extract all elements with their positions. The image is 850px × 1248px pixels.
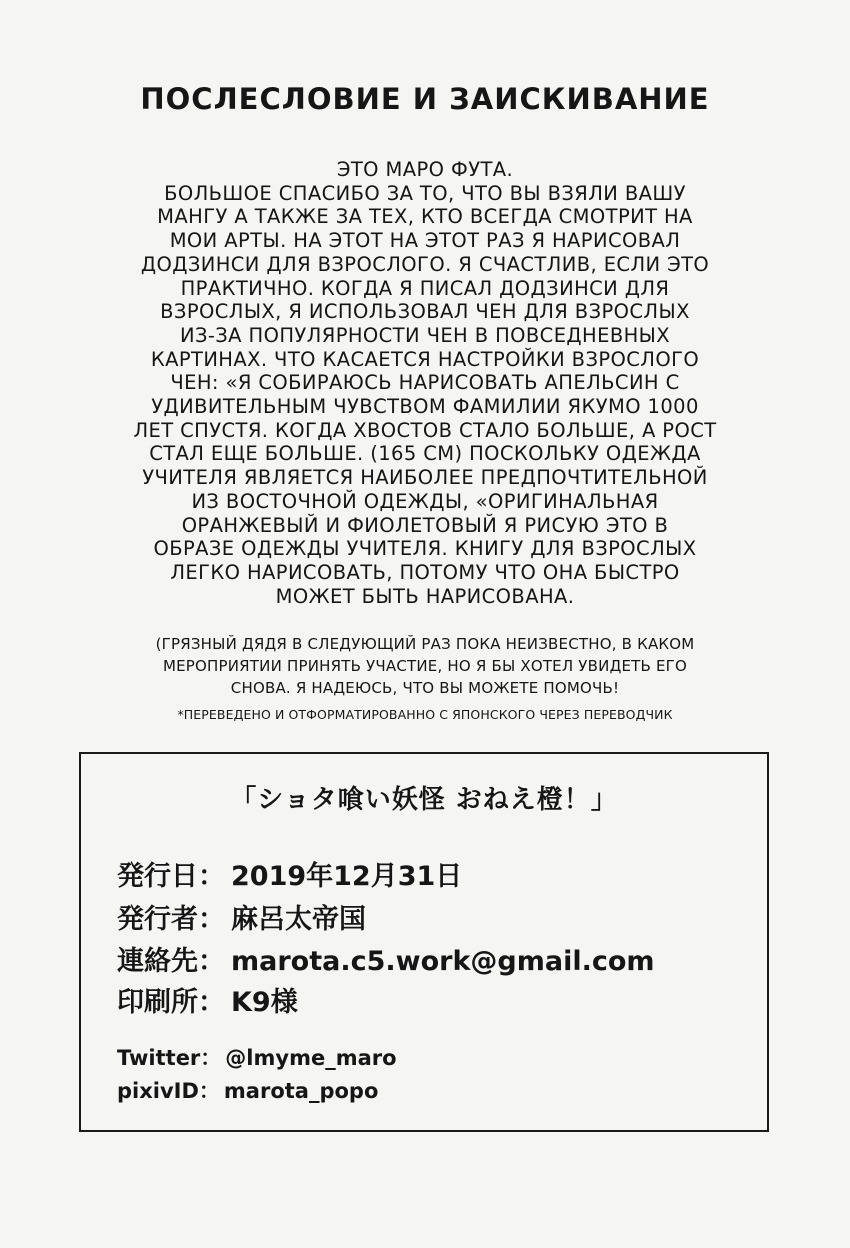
afterword-line: ИЗ ВОСТОЧНОЙ ОДЕЖДЫ, «ОРИГИНАЛЬНАЯ: [191, 489, 659, 513]
afterword-note: [40, 633, 810, 699]
printer-label: 印刷所：: [117, 987, 225, 1018]
twitter-handle[interactable]: @lmyme_maro: [225, 1046, 397, 1070]
publisher-label: 発行者：: [117, 904, 225, 935]
afterword-line: СТАЛ ЕЩЕ БОЛЬШЕ. (165 СМ) ПОСКОЛЬКУ ОДЕЖДА: [149, 442, 701, 466]
afterword-line: УЧИТЕЛЯ ЯВЛЯЕТСЯ НАИБОЛЕЕ ПРЕДПОЧТИТЕЛЬНОЙ: [142, 466, 708, 490]
afterword-line: УДИВИТЕЛЬНЫМ ЧУВСТВОМ ФАМИЛИИ ЯКУМО 1000: [151, 395, 699, 419]
afterword-line: ОБРАЗЕ ОДЕЖДЫ УЧИТЕЛЯ. КНИГУ ДЛЯ ВЗРОСЛЫХ: [153, 537, 697, 561]
publish-date-value: 2019年12月31日: [231, 861, 463, 892]
afterword-line: ЛЕГКО НАРИСОВАТЬ, ПОТОМУ ЧТО ОНА БЫСТРО: [170, 560, 680, 584]
publish-date-label: 発行日：: [117, 861, 225, 892]
colophon-box: [79, 752, 769, 1132]
afterword-line: ИЗ-ЗА ПОПУЛЯРНОСТИ ЧЕН В ПОВСЕДНЕВНЫХ: [179, 323, 671, 347]
contact-label: 連絡先：: [117, 946, 225, 977]
afterword-line: ЛЕТ СПУСТЯ. КОГДА ХВОСТОВ СТАЛО БОЛЬШЕ, А РОСТ: [133, 418, 717, 442]
book-title: 「ショタ喰い妖怪 おねえ橙！」: [230, 785, 618, 815]
printer-value: K9様: [231, 987, 298, 1018]
twitter-row: [117, 1042, 397, 1072]
afterword-line: МАНГУ А ТАКЖЕ ЗА ТЕХ, КТО ВСЕГДА СМОТРИТ НА: [157, 205, 693, 229]
afterword-body: [40, 158, 810, 608]
afterword-line: МОЖЕТ БЫТЬ НАРИСОВАНА.: [275, 584, 575, 608]
pixiv-row: [117, 1075, 378, 1105]
publisher-row: [117, 897, 366, 936]
translator-note: *ПЕРЕВЕДЕНО И ОТФОРМАТИРОВАННО С ЯПОНСКОГО ЧЕРЕЗ ПЕРЕВОДЧИК: [177, 707, 673, 722]
afterword-line: МОИ АРТЫ. НА ЭТОТ НА ЭТОТ РАЗ Я НАРИСОВАЛ: [169, 229, 681, 253]
afterword-title: ПОСЛЕСЛОВИЕ И ЗАИСКИВАНИЕ: [140, 82, 710, 116]
contact-row: [117, 939, 655, 978]
afterword-line: ВЗРОСЛЫХ, Я ИСПОЛЬЗОВАЛ ЧЕН ДЛЯ ВЗРОСЛЫХ: [160, 300, 690, 324]
afterword-line: ОРАНЖЕВЫЙ И ФИОЛЕТОВЫЙ Я РИСУЮ ЭТО В: [181, 513, 669, 537]
note-line: СНОВА. Я НАДЕЮСЬ, ЧТО ВЫ МОЖЕТЕ ПОМОЧЬ!: [230, 679, 620, 697]
publish-date-row: [117, 854, 462, 893]
pixiv-id[interactable]: marota_popo: [223, 1079, 379, 1103]
twitter-label: Twitter：: [117, 1046, 222, 1070]
note-line: (ГРЯЗНЫЙ ДЯДЯ В СЛЕДУЮЩИЙ РАЗ ПОКА НЕИЗВЕСТНО, В КАКОМ: [155, 635, 695, 653]
afterword-line: КАРТИНАХ. ЧТО КАСАЕТСЯ НАСТРОЙКИ ВЗРОСЛОГО: [150, 347, 700, 371]
afterword-line: ЧЕН: «Я СОБИРАЮСЬ НАРИСОВАТЬ АПЕЛЬСИН С: [170, 371, 680, 395]
afterword-line: ДОДЗИНСИ ДЛЯ ВЗРОСЛОГО. Я СЧАСТЛИВ, ЕСЛИ ЭТО: [140, 252, 710, 276]
afterword-line: ЭТО МАРО ФУТА.: [336, 158, 514, 181]
afterword-line: БОЛЬШОЕ СПАСИБО ЗА ТО, ЧТО ВЫ ВЗЯЛИ ВАШУ: [164, 181, 686, 205]
contact-email[interactable]: marota.c5.work@gmail.com: [231, 946, 655, 977]
publisher-value: 麻呂太帝国: [231, 904, 366, 935]
note-line: МЕРОПРИЯТИИ ПРИНЯТЬ УЧАСТИЕ, НО Я БЫ ХОТЕЛ УВИДЕТЬ ЕГО: [162, 657, 688, 675]
pixiv-label: pixivID：: [117, 1079, 220, 1103]
printer-row: [117, 980, 298, 1019]
afterword-line: ПРАКТИЧНО. КОГДА Я ПИСАЛ ДОДЗИНСИ ДЛЯ: [180, 276, 670, 300]
